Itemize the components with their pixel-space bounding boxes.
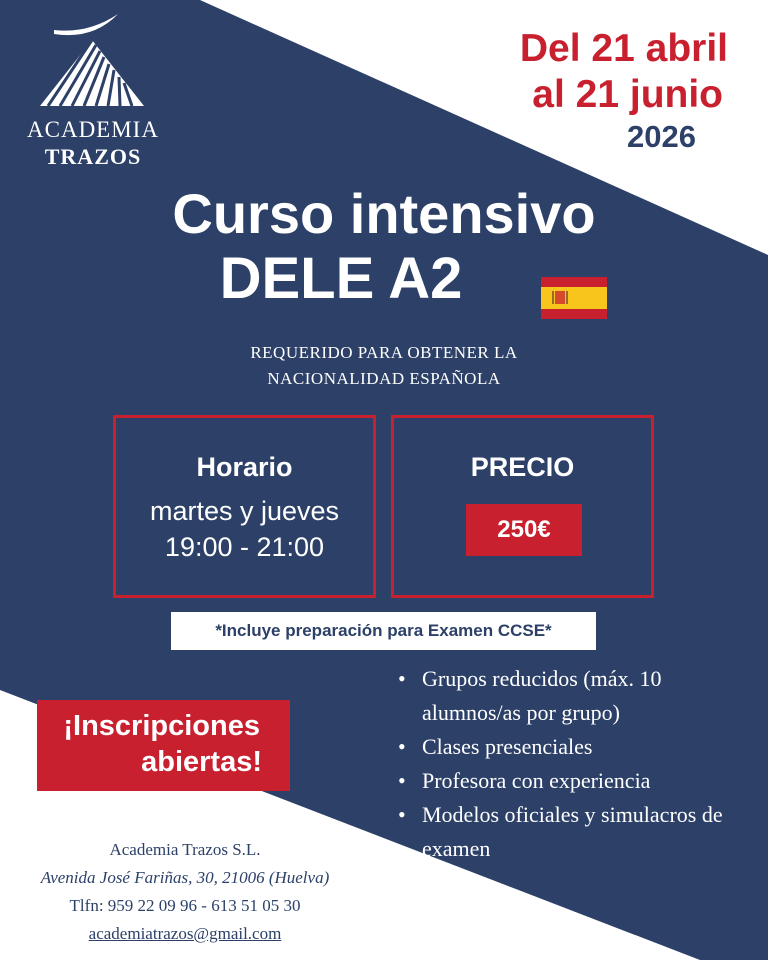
academy-logo	[18, 14, 168, 174]
requirement-line-2: NACIONALIDAD ESPAÑOLA	[267, 369, 501, 388]
price-heading: PRECIO	[470, 452, 575, 482]
date-year: 2026	[627, 119, 696, 154]
ccse-note: *Incluye preparación para Examen CCSE*	[171, 612, 596, 650]
date-end: al 21 junio	[532, 73, 723, 116]
feature-item: • Grupos reducidos (máx. 10 alumnos/as por grupo)	[398, 662, 763, 730]
date-start: Del 21 abril	[519, 27, 728, 70]
requirement-text	[150, 340, 618, 392]
price-box	[391, 415, 654, 598]
schedule-heading: Horario	[196, 452, 293, 482]
registration-line-2: abiertas!	[141, 746, 262, 778]
address: Avenida José Fariñas, 30, 21006 (Huelva)	[40, 868, 330, 887]
company-name: Academia Trazos S.L.	[109, 840, 261, 859]
schedule-time: 19:00 - 21:00	[164, 532, 325, 562]
price-badge: 250€	[466, 504, 582, 556]
feature-item: • Profesora con experiencia	[398, 764, 763, 798]
features-list	[398, 662, 763, 866]
logo-mountain-icon	[18, 14, 168, 119]
registration-line-1: ¡Inscripciones	[63, 710, 260, 742]
registration-banner	[37, 700, 290, 791]
requirement-line-1: REQUERIDO PARA OBTENER LA	[250, 343, 518, 362]
course-title: Curso intensivo	[172, 182, 596, 245]
logo-text-academia: ACADEMIA	[27, 117, 159, 142]
spain-flag-icon	[541, 277, 607, 319]
phone-numbers: Tlfn: 959 22 09 96 - 613 51 05 30	[69, 896, 301, 915]
feature-item: • Modelos oficiales y simulacros de examen	[398, 798, 763, 866]
logo-text-trazos: TRAZOS	[44, 144, 142, 169]
schedule-box	[113, 415, 376, 598]
email-link[interactable]: academiatrazos@gmail.com	[88, 924, 282, 943]
contact-info	[0, 836, 370, 948]
course-level: DELE A2	[219, 246, 463, 311]
feature-item: • Clases presenciales	[398, 730, 763, 764]
schedule-days: martes y jueves	[149, 496, 340, 526]
